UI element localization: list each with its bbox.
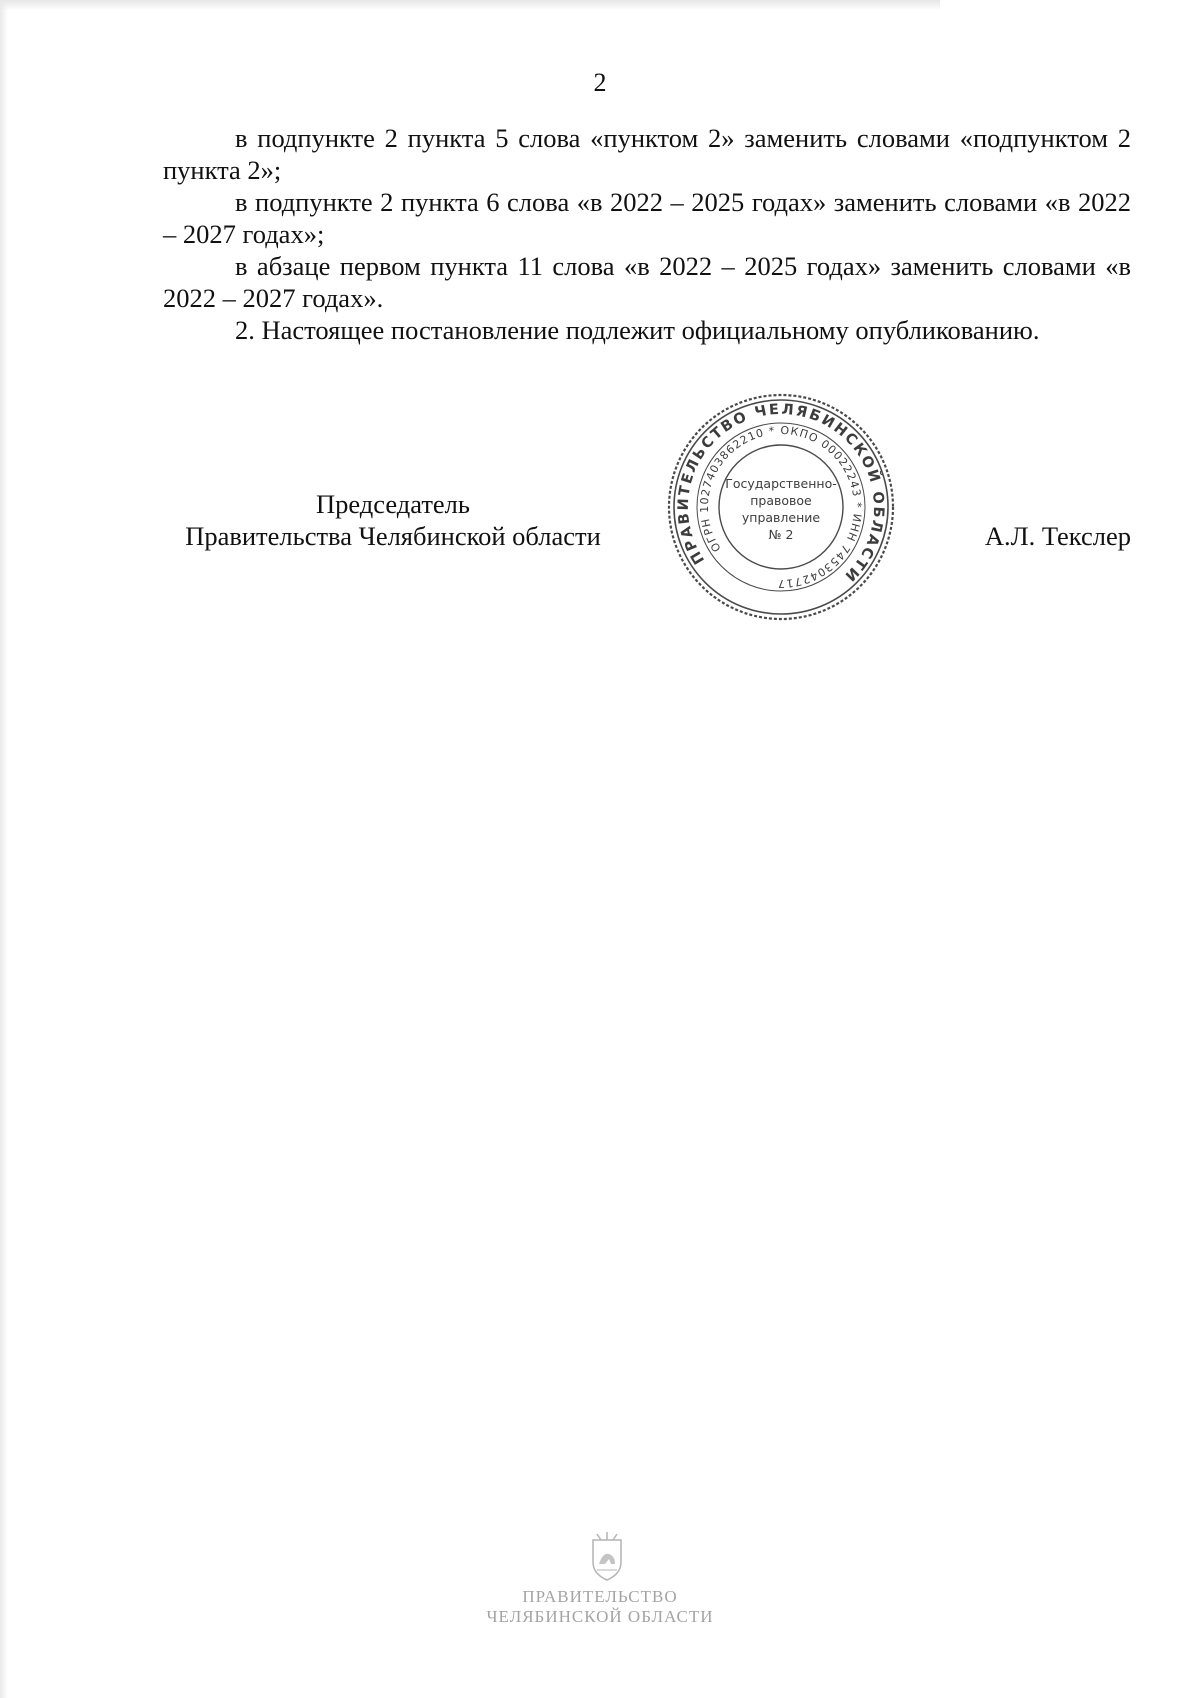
paragraph-amend-item-5: в подпункте 2 пункта 5 слова «пунктом 2» заменить словами «подпунктом 2 пункта 2»;: [163, 123, 1131, 185]
signer-title: [163, 488, 623, 552]
seal-inner-text: ОГРН 1027403862210 * ОКПО 00022243 * ИНН 7453042717: [697, 423, 865, 591]
document-body: [163, 122, 1131, 346]
signer-title-line2: Правительства Челябинской области: [185, 521, 601, 551]
official-seal-stamp: [662, 388, 900, 626]
signer-name: А.Л. Текслер: [984, 521, 1131, 551]
seal-center-line3: управление: [741, 510, 821, 525]
seal-center-line4: № 2: [768, 527, 794, 542]
footer-line1: ПРАВИТЕЛЬСТВО: [522, 1587, 678, 1606]
paragraph-publication: 2. Настоящее постановление подлежит официальному опубликованию.: [235, 315, 1040, 345]
footer-line2: ЧЕЛЯБИНСКОЙ ОБЛАСТИ: [486, 1607, 714, 1626]
seal-icon: [662, 388, 900, 626]
scan-shadow-left: [0, 0, 8, 1698]
regional-coat-of-arms-icon: [587, 1530, 627, 1582]
seal-outer-text: ПРАВИТЕЛЬСТВО ЧЕЛЯБИНСКОЙ ОБЛАСТИ: [675, 401, 887, 586]
signer-title-line1: Председатель: [316, 489, 470, 519]
signature-block: [163, 488, 1131, 568]
page-number: 2: [593, 68, 607, 97]
paragraph-amend-item-11: в абзаце первом пункта 11 слова «в 2022 – 2025 годах» заменить словами «в 2022 – 2027 годах».: [163, 251, 1131, 313]
seal-center-line2: правовое: [750, 493, 812, 508]
paragraph-amend-item-6: в подпункте 2 пункта 6 слова «в 2022 – 2025 годах» заменить словами «в 2022 – 2027 годах»;: [163, 187, 1131, 249]
seal-center-line1: Государственно-: [725, 476, 837, 491]
footer-government-name: [0, 1587, 1200, 1627]
scan-shadow-top: [0, 0, 940, 10]
